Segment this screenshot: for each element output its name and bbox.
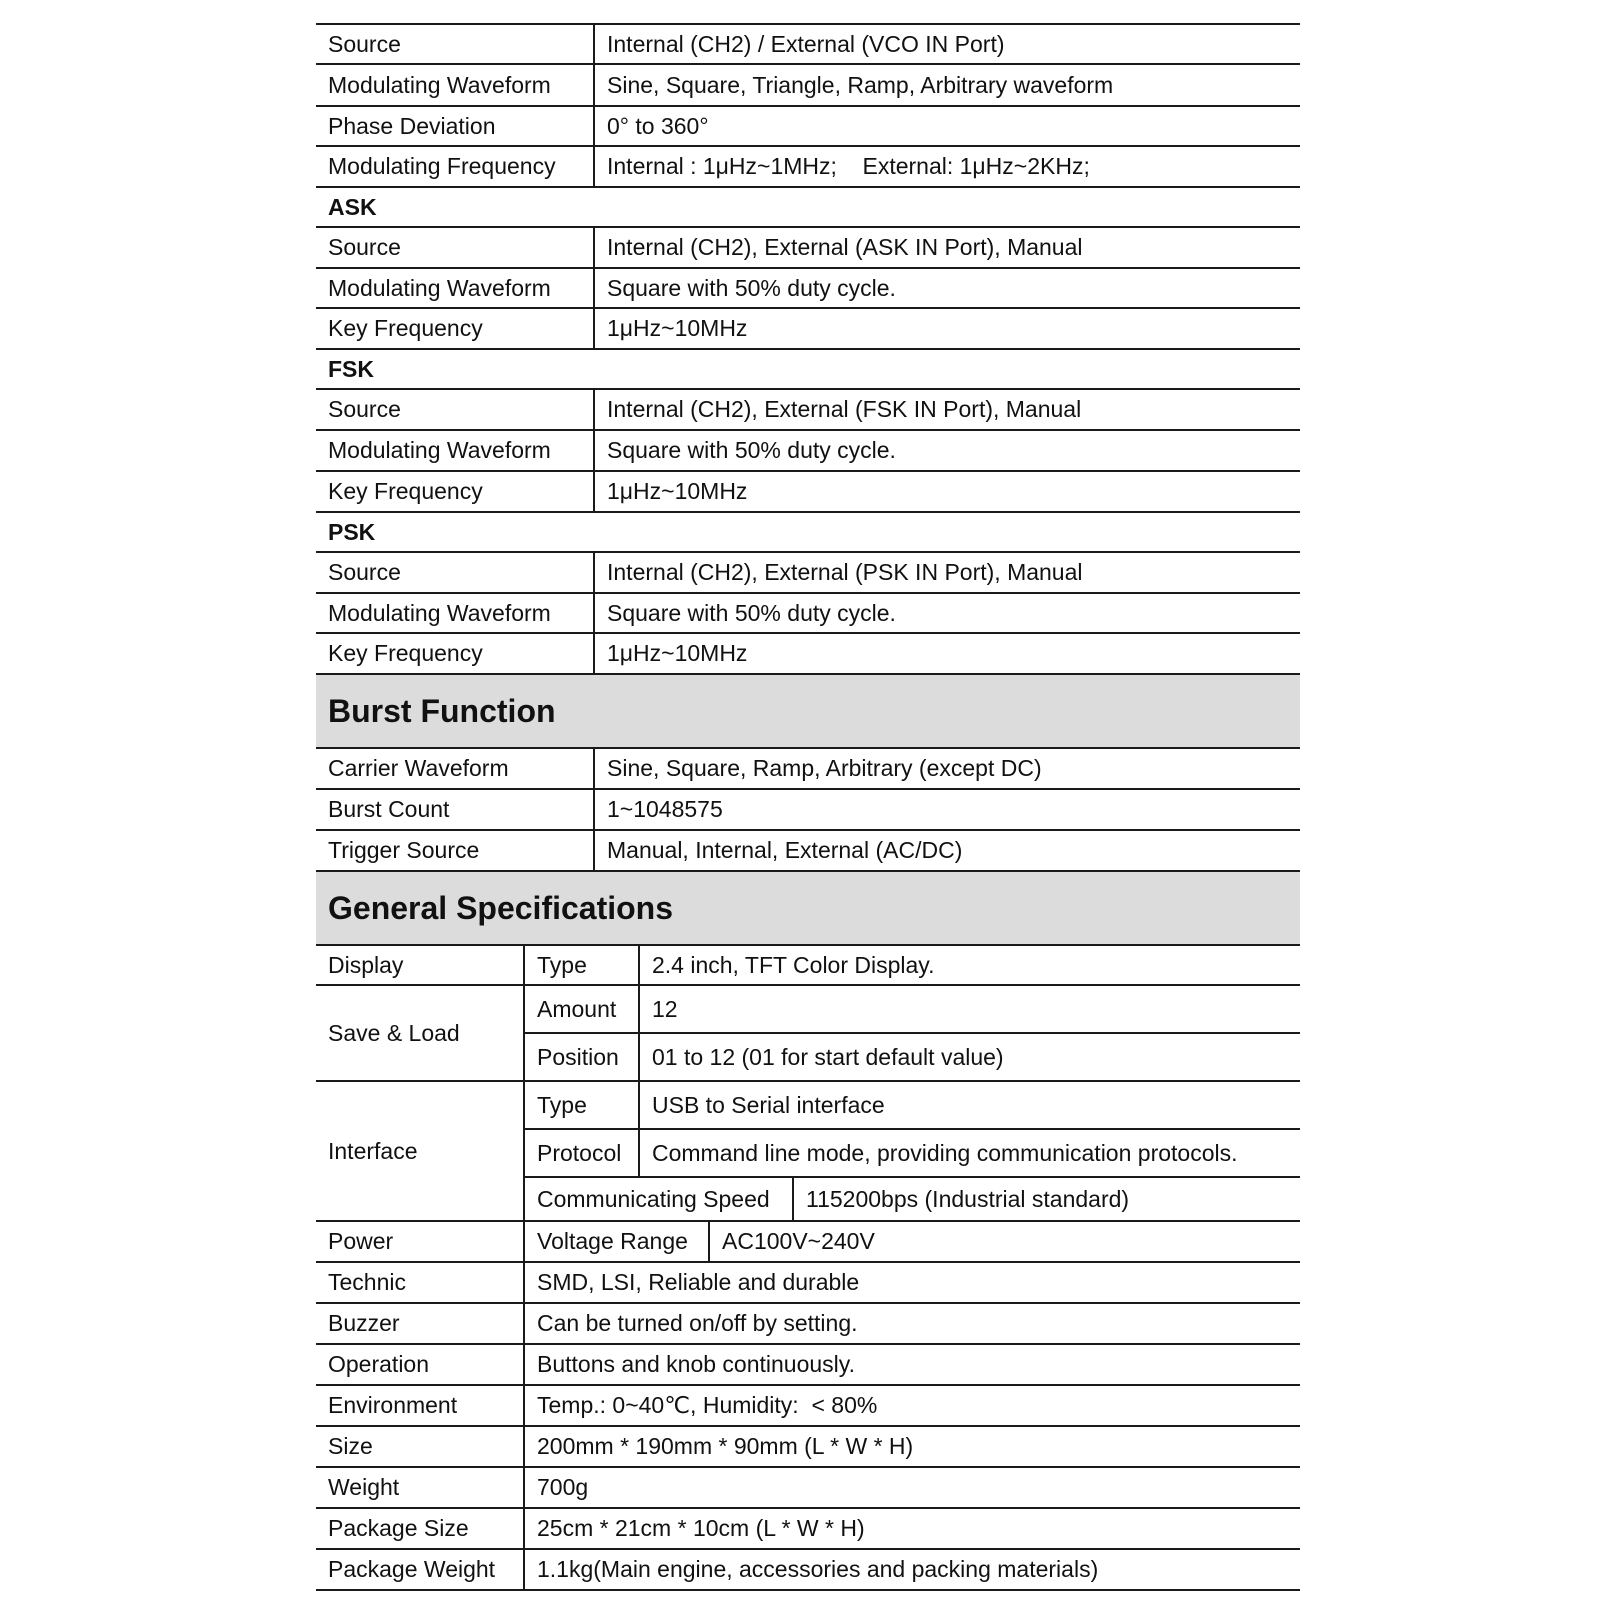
row-label: Package Size <box>328 1515 469 1541</box>
row-label: Save & Load <box>328 1019 460 1046</box>
table-row <box>316 1468 1300 1509</box>
section-header-fsk <box>316 350 1300 390</box>
row-value: Sine, Square, Triangle, Ramp, Arbitrary waveform <box>607 71 1114 98</box>
row-label: Modulating Waveform <box>328 71 551 98</box>
row-sublabel: Protocol <box>537 1139 622 1166</box>
row-label: Source <box>328 30 401 57</box>
section-band-burst <box>316 675 1300 749</box>
row-value: 1.1kg(Main engine, accessories and packing materials) <box>537 1556 1099 1582</box>
row-value: Internal (CH2), External (FSK IN Port), Manual <box>607 396 1082 422</box>
sub-row <box>525 1034 1300 1080</box>
row-value: Square with 50% duty cycle. <box>607 599 896 626</box>
table-row <box>316 831 1300 872</box>
table-row <box>316 1386 1300 1427</box>
row-value: Internal : 1μHz~1MHz; External: 1μHz~2KHz; <box>607 153 1090 179</box>
table-row <box>316 147 1300 188</box>
row-value: SMD, LSI, Reliable and durable <box>537 1269 860 1295</box>
row-label: Weight <box>328 1474 400 1500</box>
table-row <box>316 107 1300 147</box>
row-sublabel: Voltage Range <box>537 1228 688 1254</box>
table-row <box>316 25 1300 65</box>
table-row <box>316 1345 1300 1386</box>
row-value: Square with 50% duty cycle. <box>607 437 896 463</box>
table-row <box>316 269 1300 309</box>
table-row-display <box>316 946 1300 986</box>
row-value: 1μHz~10MHz <box>607 640 748 666</box>
row-value: Can be turned on/off by setting. <box>537 1310 858 1336</box>
section-title: FSK <box>328 355 374 382</box>
table-row <box>316 431 1300 472</box>
table-row <box>316 749 1300 790</box>
row-value: AC100V~240V <box>722 1228 875 1254</box>
section-title: PSK <box>328 518 376 545</box>
table-row <box>316 1550 1300 1591</box>
table-row <box>316 390 1300 431</box>
row-value: 1~1048575 <box>607 796 723 822</box>
row-value: 2.4 inch, TFT Color Display. <box>652 951 935 978</box>
section-band-general <box>316 872 1300 946</box>
row-sublabel: Type <box>537 1091 587 1118</box>
table-row <box>316 1263 1300 1304</box>
row-value: Buttons and knob continuously. <box>537 1351 855 1377</box>
row-value: 1μHz~10MHz <box>607 315 748 341</box>
row-label: Modulating Waveform <box>328 274 551 301</box>
row-value: 25cm * 21cm * 10cm (L * W * H) <box>537 1515 865 1541</box>
section-title: ASK <box>328 193 377 220</box>
row-value: 115200bps (Industrial standard) <box>806 1185 1130 1212</box>
row-label: Environment <box>328 1392 458 1418</box>
row-value: Internal (CH2), External (ASK IN Port), Manual <box>607 234 1083 260</box>
table-row <box>316 634 1300 675</box>
row-value: Internal (CH2), External (PSK IN Port), Manual <box>607 559 1083 585</box>
table-row <box>316 472 1300 513</box>
section-header-psk <box>316 513 1300 553</box>
row-label: Operation <box>328 1351 430 1377</box>
row-value: 200mm * 190mm * 90mm (L * W * H) <box>537 1433 914 1459</box>
row-label: Technic <box>328 1269 406 1295</box>
row-label: Key Frequency <box>328 315 483 341</box>
section-header-ask <box>316 188 1300 228</box>
row-value: Internal (CH2) / External (VCO IN Port) <box>607 30 1005 57</box>
row-label: Key Frequency <box>328 478 483 504</box>
table-row-power <box>316 1222 1300 1263</box>
section-band-title: Burst Function <box>328 692 556 729</box>
row-value: 700g <box>537 1474 589 1500</box>
table-row <box>316 309 1300 350</box>
table-row-save-load <box>316 986 1300 1082</box>
row-value: 0° to 360° <box>607 112 709 139</box>
row-label: Carrier Waveform <box>328 755 509 781</box>
sub-row <box>525 986 1300 1034</box>
table-row <box>316 790 1300 831</box>
row-label: Source <box>328 559 401 585</box>
table-row <box>316 594 1300 634</box>
row-value: Square with 50% duty cycle. <box>607 274 896 301</box>
row-label: Display <box>328 951 404 978</box>
table-row <box>316 553 1300 594</box>
row-label: Modulating Waveform <box>328 437 551 463</box>
row-value: Temp.: 0~40℃, Humidity: < 80% <box>537 1392 878 1418</box>
row-sublabel: Type <box>537 951 587 978</box>
row-value: Manual, Internal, External (AC/DC) <box>607 837 963 863</box>
row-value: Sine, Square, Ramp, Arbitrary (except DC) <box>607 755 1042 781</box>
row-label: Size <box>328 1433 373 1459</box>
row-label: Modulating Frequency <box>328 153 556 179</box>
row-label: Package Weight <box>328 1556 496 1582</box>
row-sublabel: Communicating Speed <box>537 1185 770 1212</box>
table-row <box>316 1427 1300 1468</box>
table-row <box>316 228 1300 269</box>
table-row <box>316 1304 1300 1345</box>
row-label: Phase Deviation <box>328 112 496 139</box>
row-label: Source <box>328 234 401 260</box>
row-label: Source <box>328 396 401 422</box>
row-label: Burst Count <box>328 796 450 822</box>
table-row <box>316 65 1300 107</box>
row-label: Modulating Waveform <box>328 599 551 626</box>
table-row-interface <box>316 1082 1300 1222</box>
row-value: Command line mode, providing communication protocols. <box>652 1139 1238 1166</box>
row-sublabel: Amount <box>537 995 617 1022</box>
row-value: 12 <box>652 995 678 1022</box>
row-value: USB to Serial interface <box>652 1091 885 1118</box>
row-label: Buzzer <box>328 1310 400 1336</box>
row-label: Power <box>328 1228 394 1254</box>
row-sublabel: Position <box>537 1043 619 1070</box>
section-band-title: General Specifications <box>328 889 674 926</box>
sub-row <box>525 1178 1300 1220</box>
row-value: 1μHz~10MHz <box>607 478 748 504</box>
table-row <box>316 1509 1300 1550</box>
sub-row <box>525 1130 1300 1178</box>
row-label: Interface <box>328 1137 418 1164</box>
row-label: Trigger Source <box>328 837 480 863</box>
row-value: 01 to 12 (01 for start default value) <box>652 1043 1004 1070</box>
sub-row <box>525 1082 1300 1130</box>
row-label: Key Frequency <box>328 640 483 666</box>
